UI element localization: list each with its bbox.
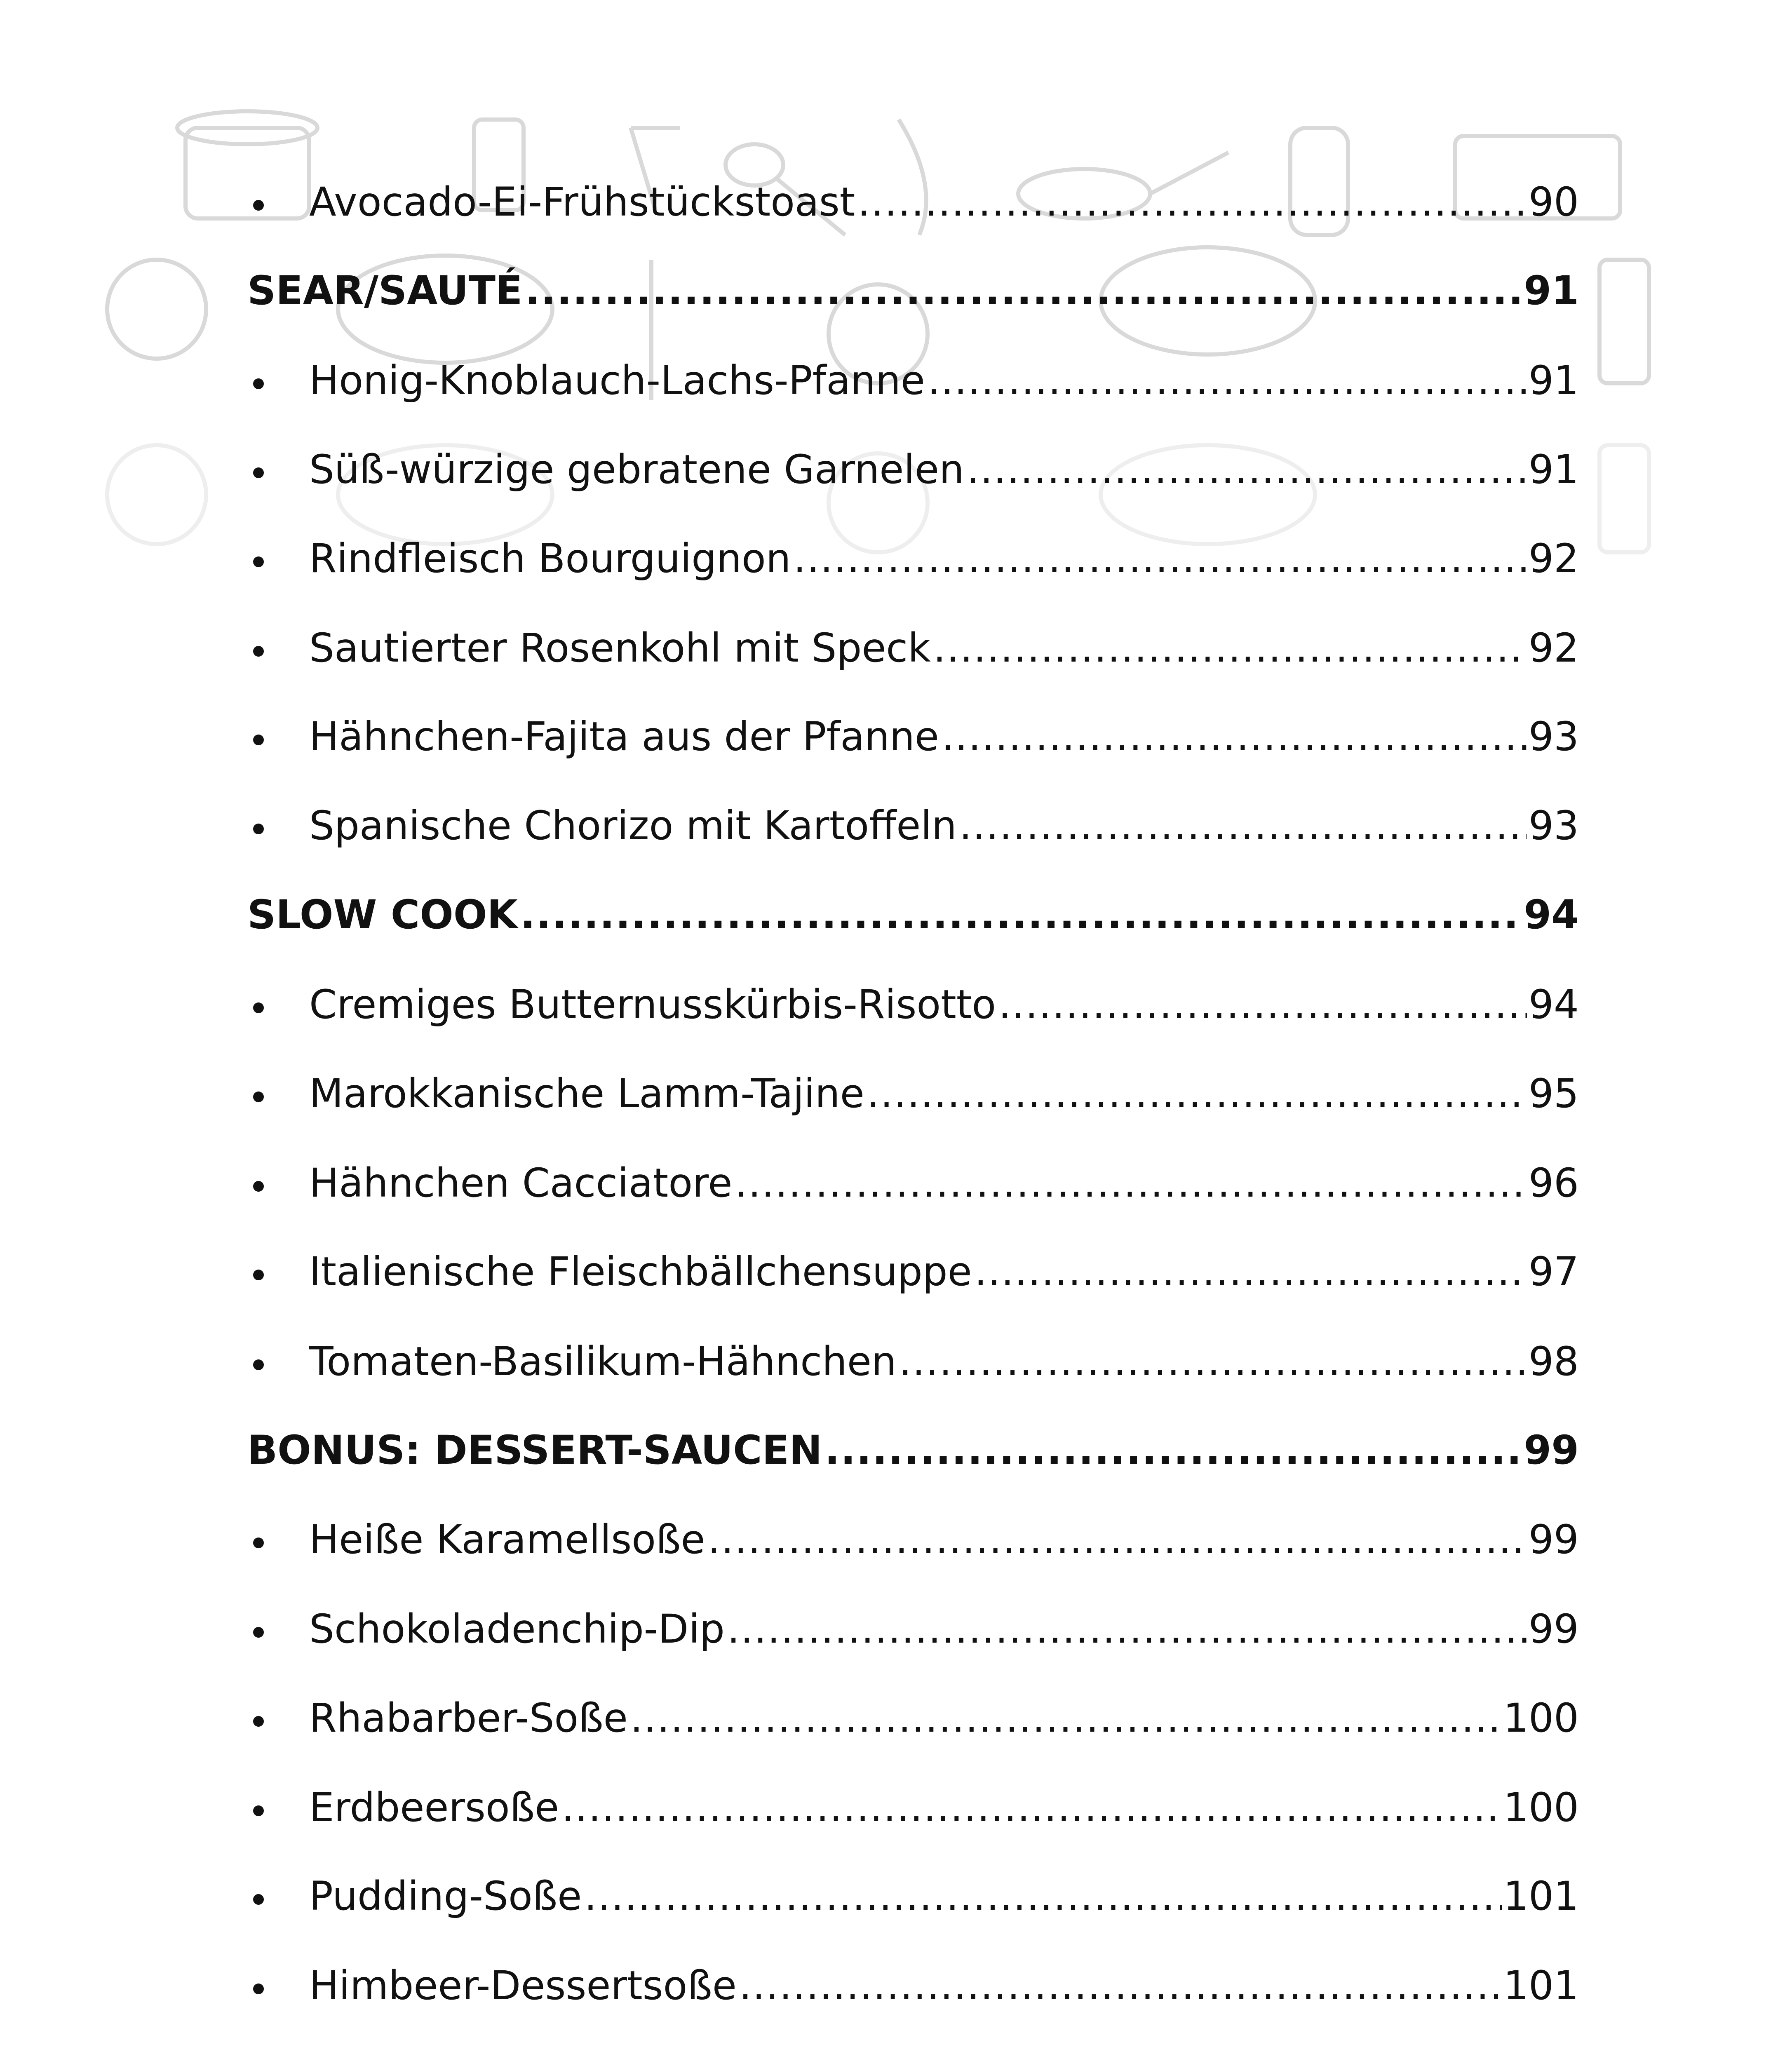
toc-page-number: 99 [1528,1516,1579,1563]
toc-page-number: 97 [1528,1249,1579,1295]
toc-entry[interactable] [247,617,1579,679]
toc-entry-title: Sautierter Rosenkohl mit Speck [309,625,931,671]
dot-leader [972,1241,1527,1303]
bullet-icon [247,617,309,679]
bullet-icon [247,1509,309,1570]
dot-leader [925,350,1527,411]
toc-page-number: 96 [1528,1160,1579,1206]
toc-entry[interactable] [247,439,1579,500]
toc-entry-title: Süß-würzige gebratene Garnelen [309,446,964,493]
toc-entry[interactable] [247,1152,1579,1214]
dot-leader [518,884,1522,946]
bullet-icon [247,1152,309,1214]
dot-leader [559,1777,1502,1838]
toc-section-heading[interactable] [247,884,1579,946]
dot-leader [732,1152,1527,1214]
bullet-icon [247,439,309,500]
toc-entry-title: Avocado-Ei-Frühstückstoast [309,179,855,225]
toc-entry[interactable] [247,1241,1579,1303]
dot-leader [791,528,1527,589]
toc-entry-title: Hähnchen Cacciatore [309,1160,733,1206]
toc-page-number: 94 [1524,892,1579,938]
dot-leader [582,1865,1502,1927]
dot-leader [628,1687,1502,1749]
toc-page-number: 99 [1524,1427,1579,1473]
bullet-icon [247,528,309,589]
toc-entry[interactable] [247,1865,1579,1927]
dot-leader [864,1063,1527,1124]
dot-leader [725,1598,1527,1660]
toc-entry[interactable] [247,1509,1579,1570]
toc-page-number: 92 [1528,535,1579,582]
toc-page-number: 100 [1503,1695,1579,1741]
toc-entry-title: Rindfleisch Bourguignon [309,535,791,582]
toc-entry[interactable] [247,171,1579,233]
toc-entry-title: Italienische Fleischbällchensuppe [309,1249,972,1295]
dot-leader [964,439,1527,500]
toc-entry-title: SLOW COOK [247,892,518,938]
dot-leader [523,260,1522,322]
bullet-icon [247,1598,309,1660]
toc-page-number: 101 [1503,1962,1579,2009]
bullet-icon [247,974,309,1035]
bullet-icon [247,1687,309,1749]
dot-leader [705,1509,1527,1570]
bullet-icon [247,1865,309,1927]
toc-entry-title: Heiße Karamellsoße [309,1516,705,1563]
bullet-icon [247,1777,309,1838]
toc-section-heading[interactable] [247,1419,1579,1481]
bullet-icon [247,171,309,233]
toc-entry-title: Rhabarber-Soße [309,1695,628,1741]
toc-entry[interactable] [247,795,1579,857]
dot-leader [737,1955,1502,2016]
dot-leader [855,171,1527,233]
toc-entry[interactable] [247,1598,1579,1660]
dot-leader [897,1331,1527,1392]
toc-page-number: 100 [1503,1784,1579,1831]
toc-page-number: 91 [1524,268,1579,314]
toc-page-number: 99 [1528,1606,1579,1652]
toc-entry-title: Hähnchen-Fajita aus der Pfanne [309,714,939,760]
bullet-icon [247,1241,309,1303]
dot-leader [931,617,1527,679]
toc-page-number: 95 [1528,1070,1579,1117]
bullet-icon [247,1331,309,1392]
dot-leader [996,974,1527,1035]
toc-page-number: 91 [1528,446,1579,493]
toc-entry-title: Spanische Chorizo mit Kartoffeln [309,803,957,849]
toc-page-number: 94 [1528,981,1579,1028]
toc-entry-title: Pudding-Soße [309,1873,582,1919]
toc-entry[interactable] [247,350,1579,411]
toc-entry[interactable] [247,1331,1579,1392]
toc-entry-title: Himbeer-Dessertsoße [309,1962,737,2009]
toc-section-heading[interactable] [247,260,1579,322]
toc-entry[interactable] [247,528,1579,589]
toc-entry-title: SEAR/SAUTÉ [247,268,523,314]
dot-leader [822,1419,1522,1481]
toc-entry-title: Marokkanische Lamm-Tajine [309,1070,864,1117]
toc-page-number: 92 [1528,625,1579,671]
toc-entry[interactable] [247,974,1579,1035]
toc-entry-title: Honig-Knoblauch-Lachs-Pfanne [309,357,925,404]
bullet-icon [247,1063,309,1124]
toc-entry-title: BONUS: DESSERT-SAUCEN [247,1427,822,1473]
toc-entry[interactable] [247,1777,1579,1838]
bullet-icon [247,795,309,857]
toc-entry-title: Erdbeersoße [309,1784,559,1831]
toc-entry[interactable] [247,1687,1579,1749]
toc-entry-title: Tomaten-Basilikum-Hähnchen [309,1338,897,1385]
toc-page-number: 93 [1528,714,1579,760]
toc-page-number: 91 [1528,357,1579,404]
toc-page-number: 98 [1528,1338,1579,1385]
toc-entry-title: Schokoladenchip-Dip [309,1606,725,1652]
dot-leader [957,795,1527,857]
toc-entry-title: Cremiges Butternusskürbis-Risotto [309,981,996,1028]
grater-icon [1599,260,1649,383]
bullet-icon [247,350,309,411]
toc-page-number: 90 [1528,179,1579,225]
toc-entry[interactable] [247,1063,1579,1124]
pot-lid-icon [107,260,206,359]
table-of-contents [247,0,1579,2061]
toc-page-number: 93 [1528,803,1579,849]
dot-leader [939,706,1527,768]
toc-entry[interactable] [247,1955,1579,2016]
bullet-icon [247,706,309,768]
toc-entry[interactable] [247,706,1579,768]
toc-page-number: 101 [1503,1873,1579,1919]
bullet-icon [247,1955,309,2016]
